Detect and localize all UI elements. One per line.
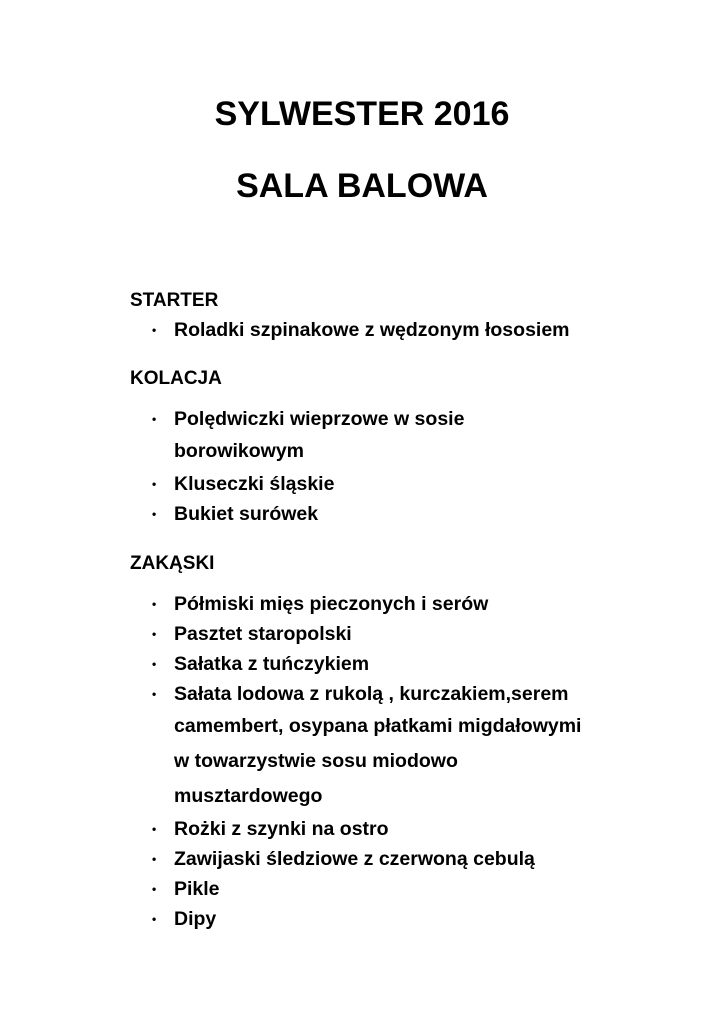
- bullet-icon: •: [152, 627, 157, 641]
- page-title: SYLWESTER 2016: [214, 95, 510, 133]
- list-item-text: w towarzystwie sosu miodowo: [174, 750, 458, 772]
- list-item: [130, 315, 690, 345]
- section-starter: [130, 290, 690, 345]
- list-item: [130, 469, 690, 499]
- list-item-text: Zawijaski śledziowe z czerwoną cebulą: [174, 848, 535, 870]
- list-item: [130, 679, 690, 814]
- section-heading-zakaski: ZAKĄSKI: [130, 553, 215, 574]
- list-item-text: Pasztet staropolski: [174, 623, 352, 645]
- section-heading-starter: STARTER: [130, 290, 219, 311]
- bullet-icon: •: [152, 822, 157, 836]
- section-heading-kolacja: KOLACJA: [130, 368, 222, 389]
- bullet-icon: •: [152, 597, 157, 611]
- bullet-icon: •: [152, 912, 157, 926]
- list-item-text: borowikowym: [174, 440, 305, 462]
- list-item: [130, 649, 690, 679]
- list-item-text: Kluseczki śląskie: [174, 473, 335, 495]
- list-item: [130, 404, 690, 469]
- list-item-text: Sałata lodowa z rukolą , kurczakiem,serem: [174, 683, 569, 705]
- bullet-icon: •: [152, 477, 157, 491]
- list-item: [130, 844, 690, 874]
- list-item-text: Dipy: [174, 908, 217, 930]
- bullet-icon: •: [152, 412, 157, 426]
- zakaski-list: [130, 589, 690, 934]
- list-item-text: Półmiski mięs pieczonych i serów: [174, 593, 489, 615]
- list-item-text: Bukiet surówek: [174, 503, 319, 525]
- list-item-text: musztardowego: [174, 785, 323, 807]
- section-kolacja: [130, 368, 690, 529]
- list-item: [130, 874, 690, 904]
- bullet-icon: •: [152, 882, 157, 896]
- list-item-text: Pikle: [174, 878, 220, 900]
- section-zakaski: [130, 553, 690, 934]
- list-item: [130, 814, 690, 844]
- list-item: [130, 619, 690, 649]
- list-item-text: Rożki z szynki na ostro: [174, 818, 389, 840]
- kolacja-list: [130, 404, 690, 529]
- list-item-text: camembert, osypana płatkami migdałowymi: [174, 715, 582, 737]
- bullet-icon: •: [152, 687, 157, 701]
- bullet-icon: •: [152, 657, 157, 671]
- list-item: [130, 904, 690, 934]
- list-item-text: Roladki szpinakowe z wędzonym łososiem: [174, 319, 570, 341]
- bullet-icon: •: [152, 507, 157, 521]
- bullet-icon: •: [152, 852, 157, 866]
- starter-list: [130, 315, 690, 345]
- list-item: [130, 589, 690, 619]
- list-item-text: Polędwiczki wieprzowe w sosie: [174, 408, 465, 430]
- page-subtitle: SALA BALOWA: [236, 167, 488, 205]
- list-item-text: Sałatka z tuńczykiem: [174, 653, 370, 675]
- bullet-icon: •: [152, 323, 157, 337]
- list-item: [130, 499, 690, 529]
